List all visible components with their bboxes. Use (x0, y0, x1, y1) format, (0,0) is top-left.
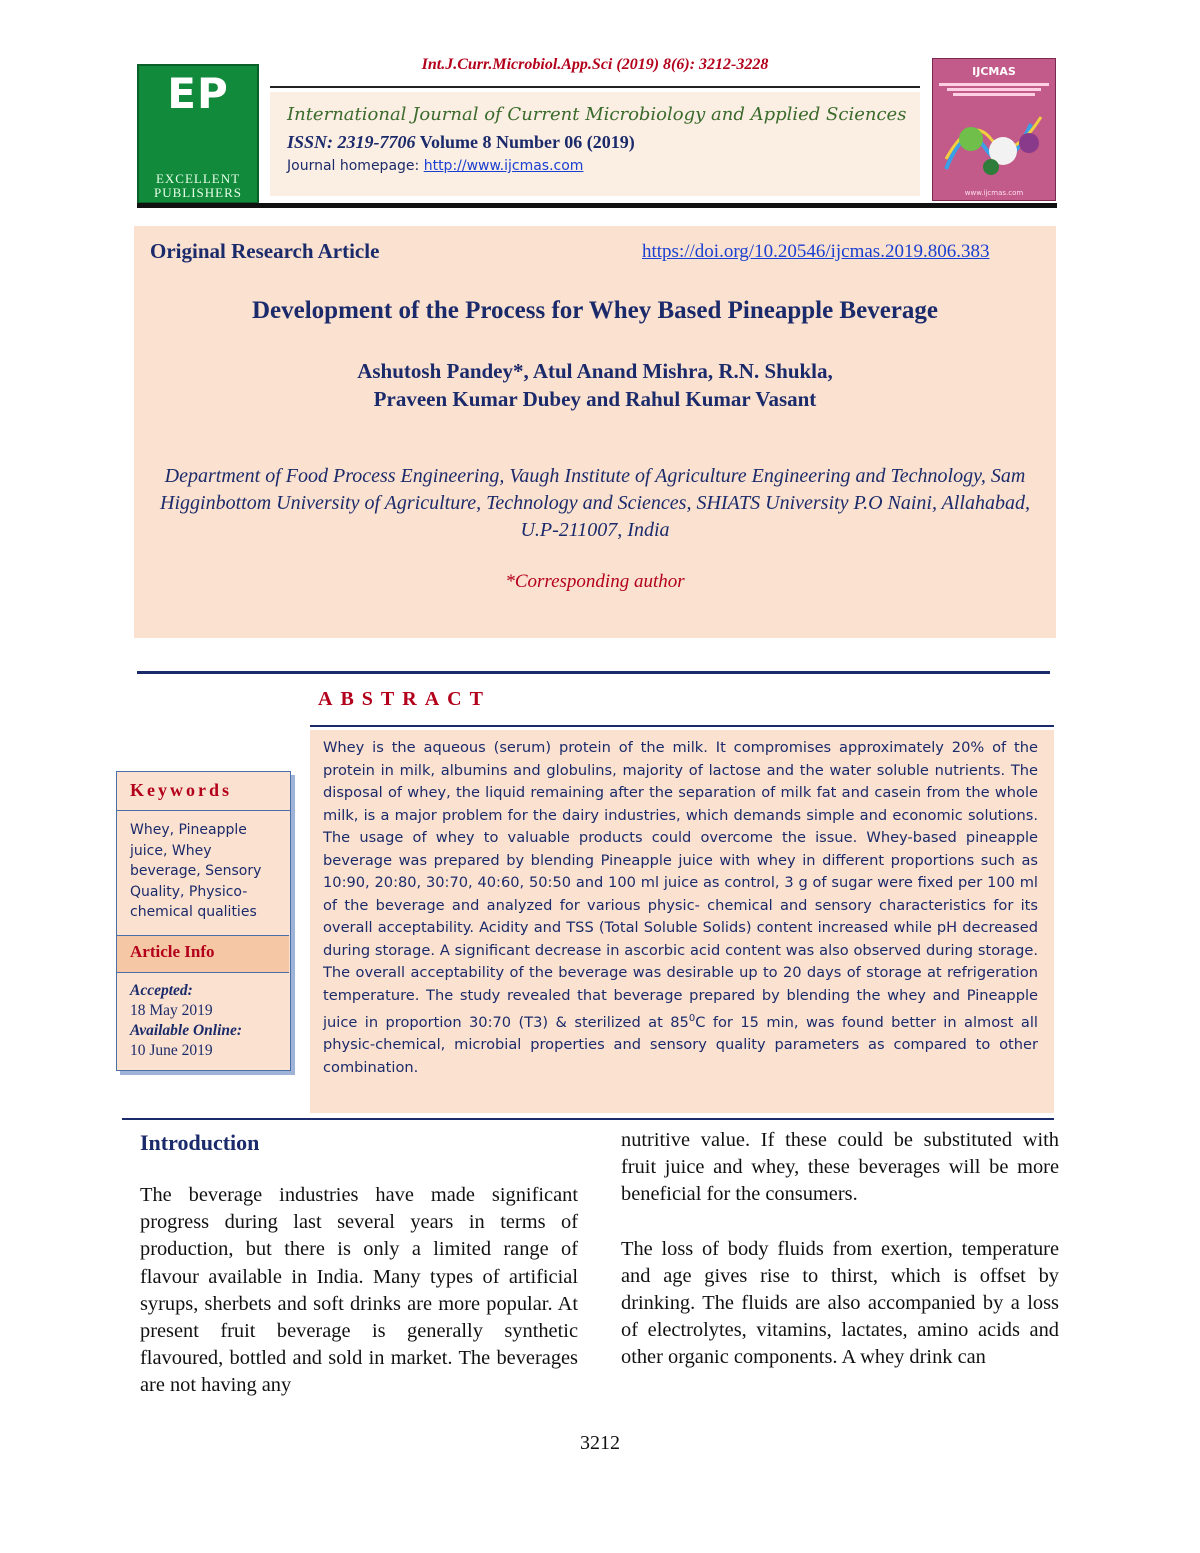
corresponding-author-note: *Corresponding author (505, 571, 685, 592)
body-right-column (621, 1127, 1059, 1372)
article-type: Original Research Article (150, 239, 380, 263)
volume: Volume 8 Number 06 (2019) (419, 132, 635, 152)
doi-link[interactable]: https://doi.org/10.20546/ijcmas.2019.806.383 (642, 241, 990, 262)
affiliation: Department of Food Process Engineering, Vaugh Institute of Agriculture Engineering and Technology, Sam Higginbottom University of Agriculture, Technology and Sciences, SHIATS University P.O Naini, Allahabad, U.P-211007, India (160, 465, 1030, 541)
introduction-heading: Introduction (140, 1130, 260, 1155)
abstract-rule (310, 725, 1054, 727)
publisher-logo (137, 64, 259, 204)
citation-line: Int.J.Curr.Microbiol.App.Sci (2019) 8(6): 3212-3228 (421, 56, 769, 73)
homepage-link[interactable]: http://www.ijcmas.com (423, 158, 584, 174)
cover-title: IJCMAS (972, 65, 1016, 78)
online-date: 10 June 2019 (130, 1042, 213, 1059)
issn-volume (287, 132, 635, 153)
abstract-text-part-1: Whey is the aqueous (serum) protein of the milk. It compromises approximately 20% of the protein in milk, albumins and globulins, majority of lactose and the water soluble nutrients. The disposal of whey, the liquid remaining after the separation of milk fat and casein from the whole milk, is a major problem for the dairy industries, which demands simple and economic solutions. The usage of whey to valuable products could overcome the issue. Whey-based pineapple beverage was prepared by blending Pineapple juice with whey in different proportions such as 10:90, 20:80, 30:70, 40:60, 50:50 and 100 ml juice as control, 3 g of sugar were fixed per 100 ml of the beverage and analyzed for various physic- chemical and sensory characteristics for its overall acceptability. Acidity and TSS (Total Soluble Solids) content increased while pH decreased during storage. A significant decrease in ascorbic acid content was also observed during storage. The overall acceptability of the beverage was desirable up to 20 days of storage at refrigeration temperature. The study revealed that beverage prepared by blending the whey and Pineapple juice in proportion 30:70 (T3) & sterilized at 85 (323, 739, 1038, 1031)
abstract-heading: ABSTRACT (318, 688, 491, 710)
accepted-date: 18 May 2019 (130, 1002, 213, 1019)
journal-name: International Journal of Current Microbiology and Applied Sciences (287, 104, 907, 125)
header-divider (270, 86, 920, 88)
header-thick-rule (137, 203, 1057, 208)
homepage-label: Journal homepage: (287, 158, 420, 174)
keywords-list: Whey, Pineapple juice, Whey beverage, Sensory Quality, Physico-chemical qualities (130, 822, 262, 920)
cover-web: www.ijcmas.com (964, 189, 1024, 197)
section-divider-top (137, 671, 1050, 674)
article-info-heading: Article Info (130, 942, 215, 961)
journal-homepage (287, 158, 583, 174)
publisher-logo-name: EXCELLENT PUBLISHERS (153, 171, 243, 200)
issn: ISSN: 2319-7706 (287, 132, 416, 152)
body-left-column: The beverage industries have made significant progress during last several years in terms of production, but there is only a limited range of flavour available in India. Many types of artificial syrups, sherbets and soft drinks are more popular. At present fruit beverage is generally synthetic flavoured, bottled and sold in market. The beverages are not having any (140, 1184, 578, 1397)
page-number: 3212 (580, 1432, 620, 1454)
section-divider-bottom (122, 1118, 1054, 1120)
cover-subtitle-lines (939, 81, 1049, 98)
cover-artwork-icon (941, 109, 1049, 179)
article-info-dates (130, 981, 280, 1061)
online-label: Available Online: (130, 1022, 243, 1039)
journal-cover-image (932, 58, 1056, 201)
abstract-text (323, 737, 1038, 1079)
right-paragraph-1: nutritive value. If these could be substituted with fruit juice and whey, these beverages will be more beneficial for the consumers. (621, 1129, 1059, 1206)
keywords-rule (116, 810, 290, 811)
accepted-label: Accepted: (130, 982, 193, 999)
publisher-logo-letters: EP (167, 69, 229, 118)
authors-line-1: Ashutosh Pandey*, Atul Anand Mishra, R.N. Shukla, (357, 359, 833, 383)
keywords-heading: Keywords (130, 780, 232, 800)
authors (134, 357, 1056, 413)
degree-superscript: 0 (688, 1012, 696, 1024)
right-paragraph-2: The loss of body fluids from exertion, temperature and age gives rise to thirst, which is offset by drinking. The fluids are also accompanied by a loss of electrolytes, vitamins, lactates, amino acids and other organic components. A whey drink can (621, 1237, 1059, 1369)
authors-line-2: Praveen Kumar Dubey and Rahul Kumar Vasant (373, 387, 817, 411)
abstract-text-part-2: C for 15 min, was found better in almost all physic-chemical, microbial properties and sensory quality parameters as compared to other combination. (323, 1013, 1038, 1076)
paper-title: Development of the Process for Whey Based Pineapple Beverage (251, 297, 938, 324)
